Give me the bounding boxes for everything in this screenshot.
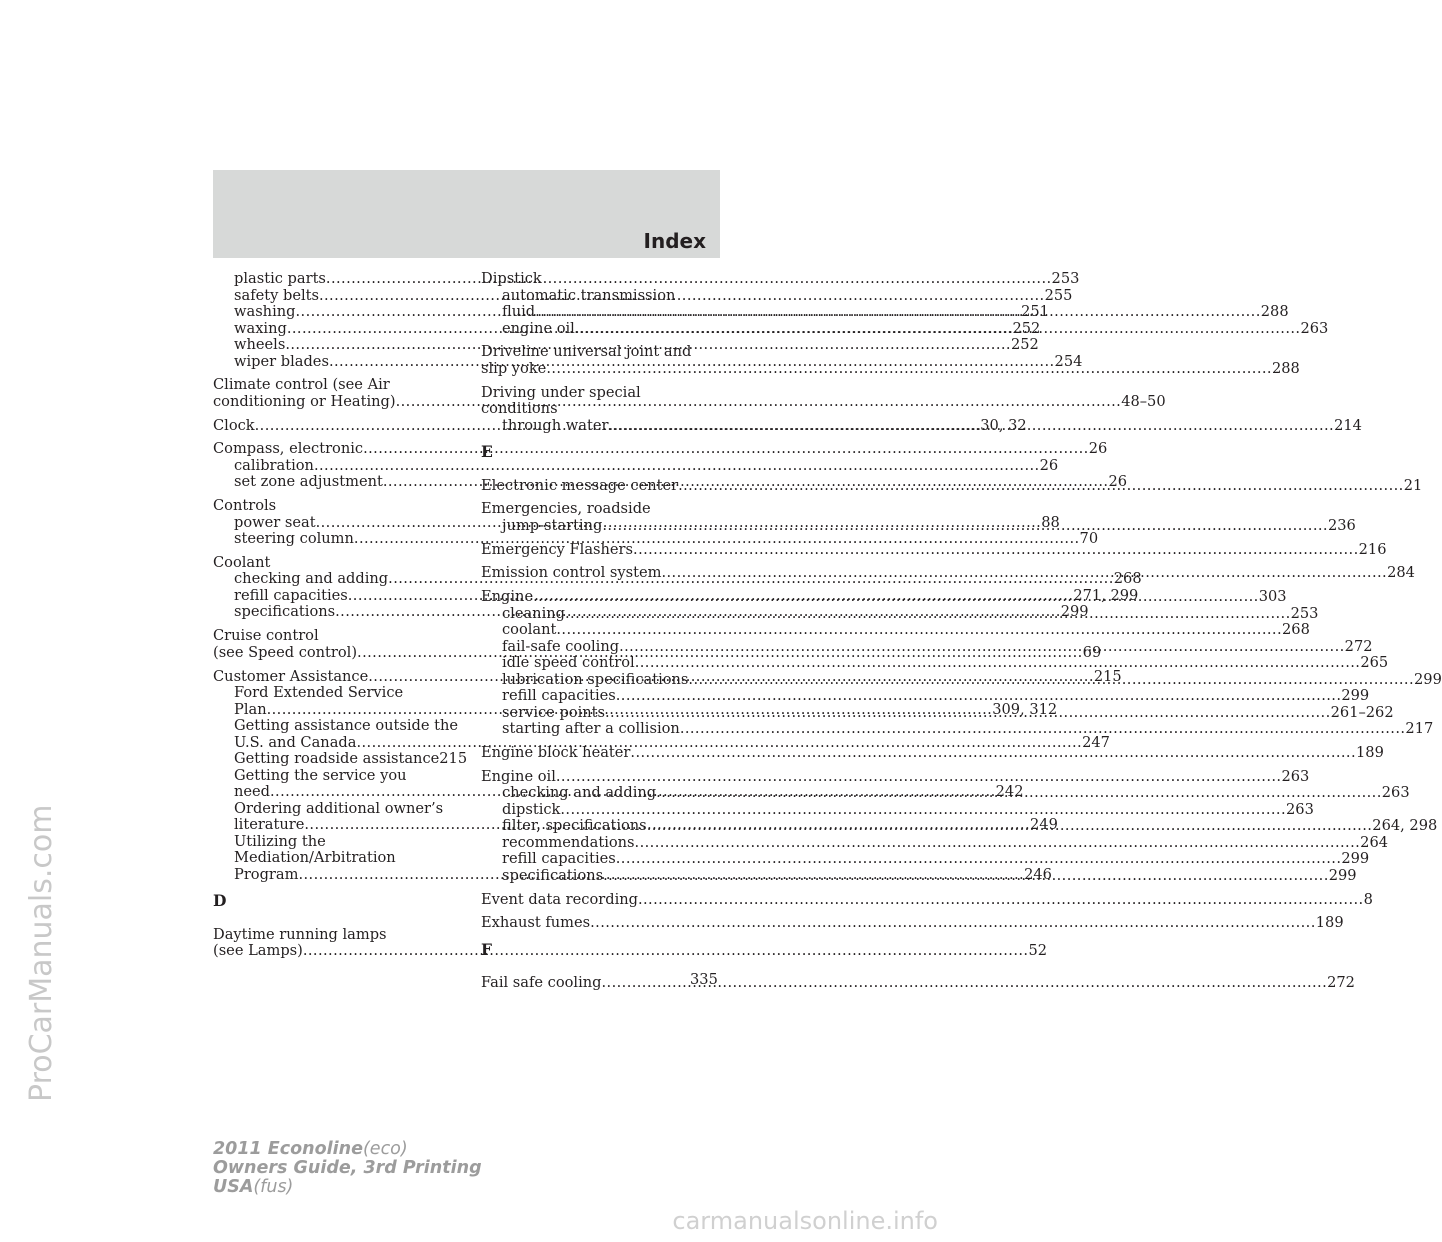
index-subentry: idle speed control ..... 265	[481, 655, 721, 672]
index-entry-line: Exhaust fumes ..... 189	[481, 915, 721, 932]
index-entry-line: Event data recording ..... 8	[481, 892, 721, 909]
index-entry-fail-safe	[481, 974, 1355, 992]
section-header-band	[213, 170, 720, 258]
index-entry-text: Cruise control	[213, 627, 319, 645]
index-entry-line: Customer Assistance ..... 215	[213, 669, 453, 686]
index-entry-text: Coolant	[213, 553, 271, 571]
index-entry-line: slip yoke ..... 288	[481, 361, 721, 378]
index-entry-line: Engine block heater ..... 189	[481, 745, 721, 762]
index-entry-text: Emergencies, roadside	[481, 500, 651, 518]
index-subentry: wiper blades ..... 254	[213, 354, 453, 371]
index-subentry: fluid ..... 288	[481, 304, 721, 321]
index-subentry: fail-safe cooling ..... 272	[481, 639, 721, 656]
index-entry-line: (see Lamps) ..... 52	[213, 943, 453, 960]
index-subentry: waxing ..... 252	[213, 321, 453, 338]
section-title: Index	[643, 229, 706, 253]
index-subentry: literature ..... 249	[213, 817, 453, 834]
index-subentry-text: Ford Extended Service	[234, 684, 404, 702]
index-subentry: set zone adjustment ..... 26	[213, 474, 453, 491]
index-subentry: specifications ..... 299	[481, 868, 721, 885]
footer-line-region	[213, 1178, 482, 1197]
index-subentry: refill capacities ..... 299	[481, 688, 721, 705]
index-entry-line: (see Speed control) ..... 69	[213, 645, 453, 662]
index-subentry: cleaning ..... 253	[481, 606, 721, 623]
index-entry-line: Engine oil ..... 263	[481, 769, 721, 786]
index-letter-heading: D	[213, 891, 227, 911]
index-entry-line: Fail safe cooling ..... 272	[481, 975, 721, 992]
footer-region: USA	[213, 1177, 254, 1197]
index-subentry: checking and adding ..... 268	[213, 571, 453, 588]
index-subentry: filter, specifications ..... 264, 298	[481, 818, 721, 835]
page-number: 335	[690, 971, 718, 988]
index-subentry-text: Getting assistance outside the	[234, 717, 459, 735]
index-subentry: washing ..... 251	[213, 304, 453, 321]
index-entry-text: Climate control (see Air	[213, 376, 390, 394]
index-subentry: steering column ..... 70	[213, 531, 453, 548]
index-subentry: Program ..... 246	[213, 867, 453, 884]
index-subentry-text: Ordering additional owner’s	[234, 799, 444, 817]
index-entry-emission	[481, 564, 1415, 582]
footer-model-code: (eco)	[362, 1139, 408, 1159]
index-entry-text: Driving under special	[481, 383, 641, 401]
index-subentry: calibration ..... 26	[213, 458, 453, 475]
index-subentry: specifications ..... 299	[213, 604, 453, 621]
footer-print-info	[213, 1140, 482, 1197]
index-letter-heading: F	[481, 939, 493, 959]
index-subentry-text: Utilizing the	[234, 832, 326, 850]
index-letter-heading: E	[481, 442, 493, 462]
footer-line-guide: Owners Guide, 3rd Printing	[213, 1158, 482, 1178]
site-watermark: carmanualsonline.info	[672, 1207, 938, 1235]
index-entry-exhaust	[481, 914, 1344, 932]
index-subentry-text: automatic transmission	[502, 286, 676, 304]
index-entry-text: conditions	[481, 400, 558, 418]
index-entry-text: Driveline universal joint and	[481, 343, 692, 361]
index-entry-line: Clock ..... 30, 32	[213, 418, 453, 435]
index-subentry: service points ..... 261–262	[481, 705, 721, 722]
footer-model: 2011 Econoline	[213, 1139, 363, 1159]
index-subentry: refill capacities ..... 271, 299	[213, 588, 453, 605]
index-subentry: plastic parts ..... 253	[213, 271, 453, 288]
index-entry-block-heater	[481, 744, 1384, 762]
index-subentry: wheels ..... 252	[213, 337, 453, 354]
index-entry-line: conditioning or Heating) ..... 48–50	[213, 394, 453, 411]
index-subentry-text: Getting the service you	[234, 766, 407, 784]
index-subentry: engine oil ..... 263	[481, 321, 721, 338]
index-entry-text: Controls	[213, 497, 277, 515]
index-entry-line: Emergency Flashers ..... 216	[481, 542, 721, 559]
index-entry-daytime-lamps	[213, 925, 1048, 960]
index-subentry: checking and adding ..... 263	[481, 785, 721, 802]
index-entry-text: Daytime running lamps	[213, 925, 387, 943]
index-subentry: power seat ..... 88	[213, 515, 453, 532]
footer-region-code: (fus)	[253, 1177, 294, 1197]
index-subentry: refill capacities ..... 299	[481, 851, 721, 868]
index-subentry: U.S. and Canada ..... 247	[213, 735, 453, 752]
index-subentry-text: Mediation/Arbitration	[234, 849, 396, 867]
index-subentry: through water ..... 214	[481, 418, 721, 435]
index-subentry: lubrication specifications ..... 299	[481, 672, 721, 689]
index-entry-flashers	[481, 540, 1387, 559]
index-subentry: safety belts ..... 255	[213, 288, 453, 305]
index-subentry: coolant ..... 268	[481, 622, 721, 639]
index-entry-event-data	[481, 890, 1373, 909]
index-subentry: starting after a collision ..... 217	[481, 721, 721, 738]
index-entry-line: Electronic message center ..... 21	[481, 478, 721, 495]
index-subentry: Getting roadside assistance 215	[234, 750, 468, 768]
index-subentry: dipstick ..... 263	[481, 802, 721, 819]
index-subentry: jump-starting ..... 236	[481, 518, 721, 535]
index-subentry: Plan ..... 309, 312	[213, 702, 453, 719]
index-entry-text: Dipstick	[481, 270, 542, 287]
footer-line-model	[213, 1140, 482, 1159]
index-entry-line: Engine ..... 303	[481, 589, 721, 606]
index-entry-line: Emission control system ..... 284	[481, 565, 721, 582]
index-subentry: recommendations ..... 264	[481, 835, 721, 852]
side-watermark: ProCarManuals.com	[24, 804, 59, 1102]
index-entry-line: Compass, electronic ..... 26	[213, 441, 453, 458]
index-subentry: need ..... 242	[213, 784, 453, 801]
